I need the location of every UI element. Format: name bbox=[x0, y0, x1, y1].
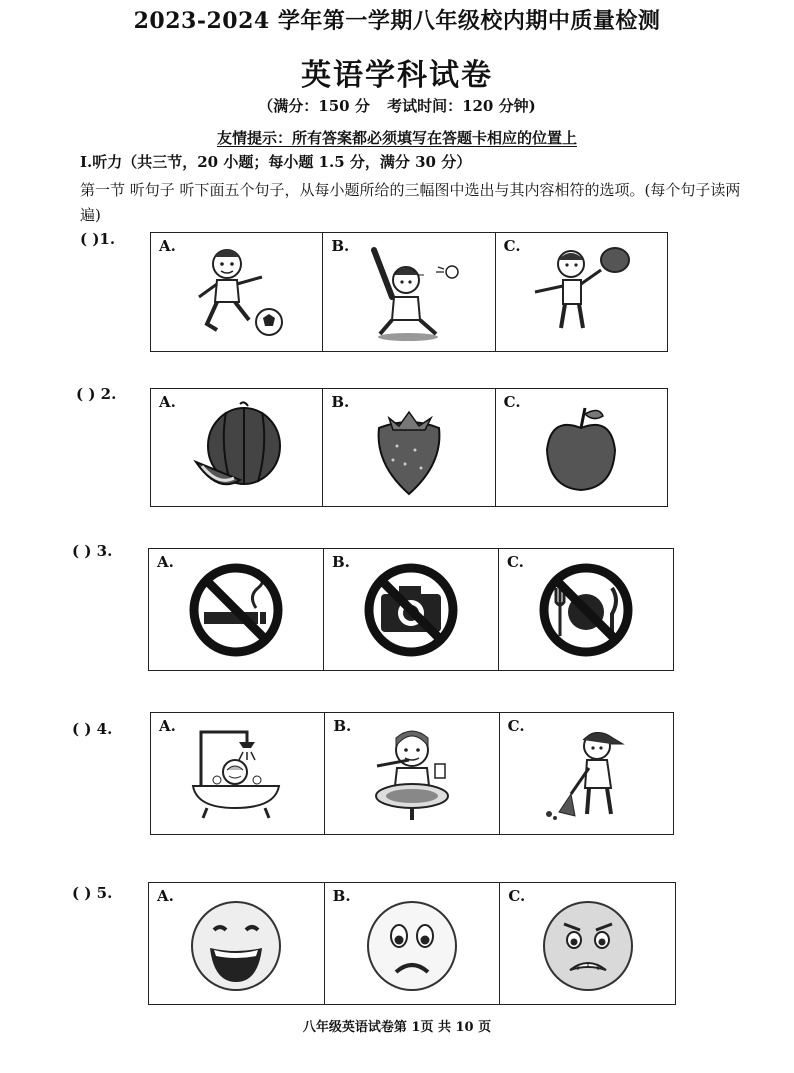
question-options bbox=[148, 548, 674, 671]
option-cell bbox=[325, 883, 501, 1004]
option-letter: A. bbox=[157, 553, 174, 571]
option-cell bbox=[325, 713, 499, 834]
option-cell bbox=[323, 233, 495, 351]
question-number: ( ) 4. bbox=[72, 720, 113, 738]
worried-face-icon bbox=[538, 894, 638, 994]
option-letter: C. bbox=[507, 717, 525, 735]
option-cell bbox=[149, 883, 325, 1004]
girl-sweeping-floor-icon bbox=[531, 724, 641, 824]
boy-playing-baseball-icon bbox=[344, 242, 474, 342]
friendly-tip-text: 友情提示：所有答案都必须填写在答题卡相应的位置上 bbox=[216, 129, 577, 147]
option-letter: C. bbox=[507, 553, 524, 571]
apple-icon bbox=[531, 398, 631, 498]
option-letter: C. bbox=[503, 393, 521, 411]
friendly-tip bbox=[0, 127, 794, 148]
option-letter: B. bbox=[331, 393, 350, 411]
option-cell bbox=[496, 233, 667, 351]
strawberry-icon bbox=[359, 398, 459, 498]
option-letter: B. bbox=[333, 717, 352, 735]
question-options bbox=[148, 882, 676, 1005]
boy-taking-shower-icon bbox=[183, 724, 293, 824]
question-options bbox=[150, 232, 668, 352]
question-number: ( ) 2. bbox=[76, 385, 117, 403]
boy-kicking-soccer-ball-icon bbox=[177, 242, 297, 342]
option-cell bbox=[151, 389, 323, 506]
watermelon-icon bbox=[182, 398, 292, 498]
exam-info bbox=[0, 95, 794, 116]
section-instruction: 第一节 听句子 听下面五个句子，从每小题所给的三幅图中选出与其内容相符的选项。(每个句子读两遍) bbox=[80, 181, 741, 224]
option-cell bbox=[500, 883, 675, 1004]
no-eating-sign-icon bbox=[536, 560, 636, 660]
option-cell bbox=[500, 713, 673, 834]
laughing-face-icon bbox=[186, 894, 286, 994]
no-photos-sign-icon bbox=[361, 560, 461, 660]
option-cell bbox=[151, 713, 325, 834]
option-cell bbox=[149, 549, 324, 670]
sad-face-icon bbox=[362, 894, 462, 994]
no-smoking-sign-icon bbox=[186, 560, 286, 660]
option-letter: C. bbox=[503, 237, 521, 255]
option-cell bbox=[496, 389, 667, 506]
subject-title: 英语学科试卷 bbox=[301, 58, 493, 93]
question-number: ( ) 5. bbox=[72, 884, 113, 902]
option-letter: B. bbox=[332, 553, 350, 571]
option-cell bbox=[499, 549, 673, 670]
option-letter: A. bbox=[159, 717, 176, 735]
option-letter: C. bbox=[508, 887, 526, 905]
option-cell bbox=[323, 389, 495, 506]
question-number: ( ) 3. bbox=[72, 542, 113, 560]
exam-title: 2023-2024 学年第一学期八年级校内期中质量检测 bbox=[133, 8, 661, 34]
question-options bbox=[150, 388, 668, 507]
option-letter: B. bbox=[332, 887, 351, 905]
exam-time: 考试时间：120 分钟) bbox=[387, 97, 536, 115]
full-score: （满分：150 分 bbox=[258, 97, 370, 115]
boy-playing-tennis-icon bbox=[521, 242, 641, 342]
section-heading: I.听力（共三节，20 小题；每小题 1.5 分，满分 30 分） bbox=[80, 153, 472, 171]
option-letter: A. bbox=[159, 237, 176, 255]
page-footer: 八年级英语试卷第 1页 共 10 页 bbox=[302, 1020, 492, 1035]
question-options bbox=[150, 712, 674, 835]
boy-brushing-teeth-icon bbox=[357, 724, 467, 824]
option-cell bbox=[324, 549, 499, 670]
question-number: ( )1. bbox=[80, 230, 116, 248]
option-letter: A. bbox=[157, 887, 174, 905]
option-letter: A. bbox=[159, 393, 176, 411]
option-letter: B. bbox=[331, 237, 350, 255]
option-cell bbox=[151, 233, 323, 351]
